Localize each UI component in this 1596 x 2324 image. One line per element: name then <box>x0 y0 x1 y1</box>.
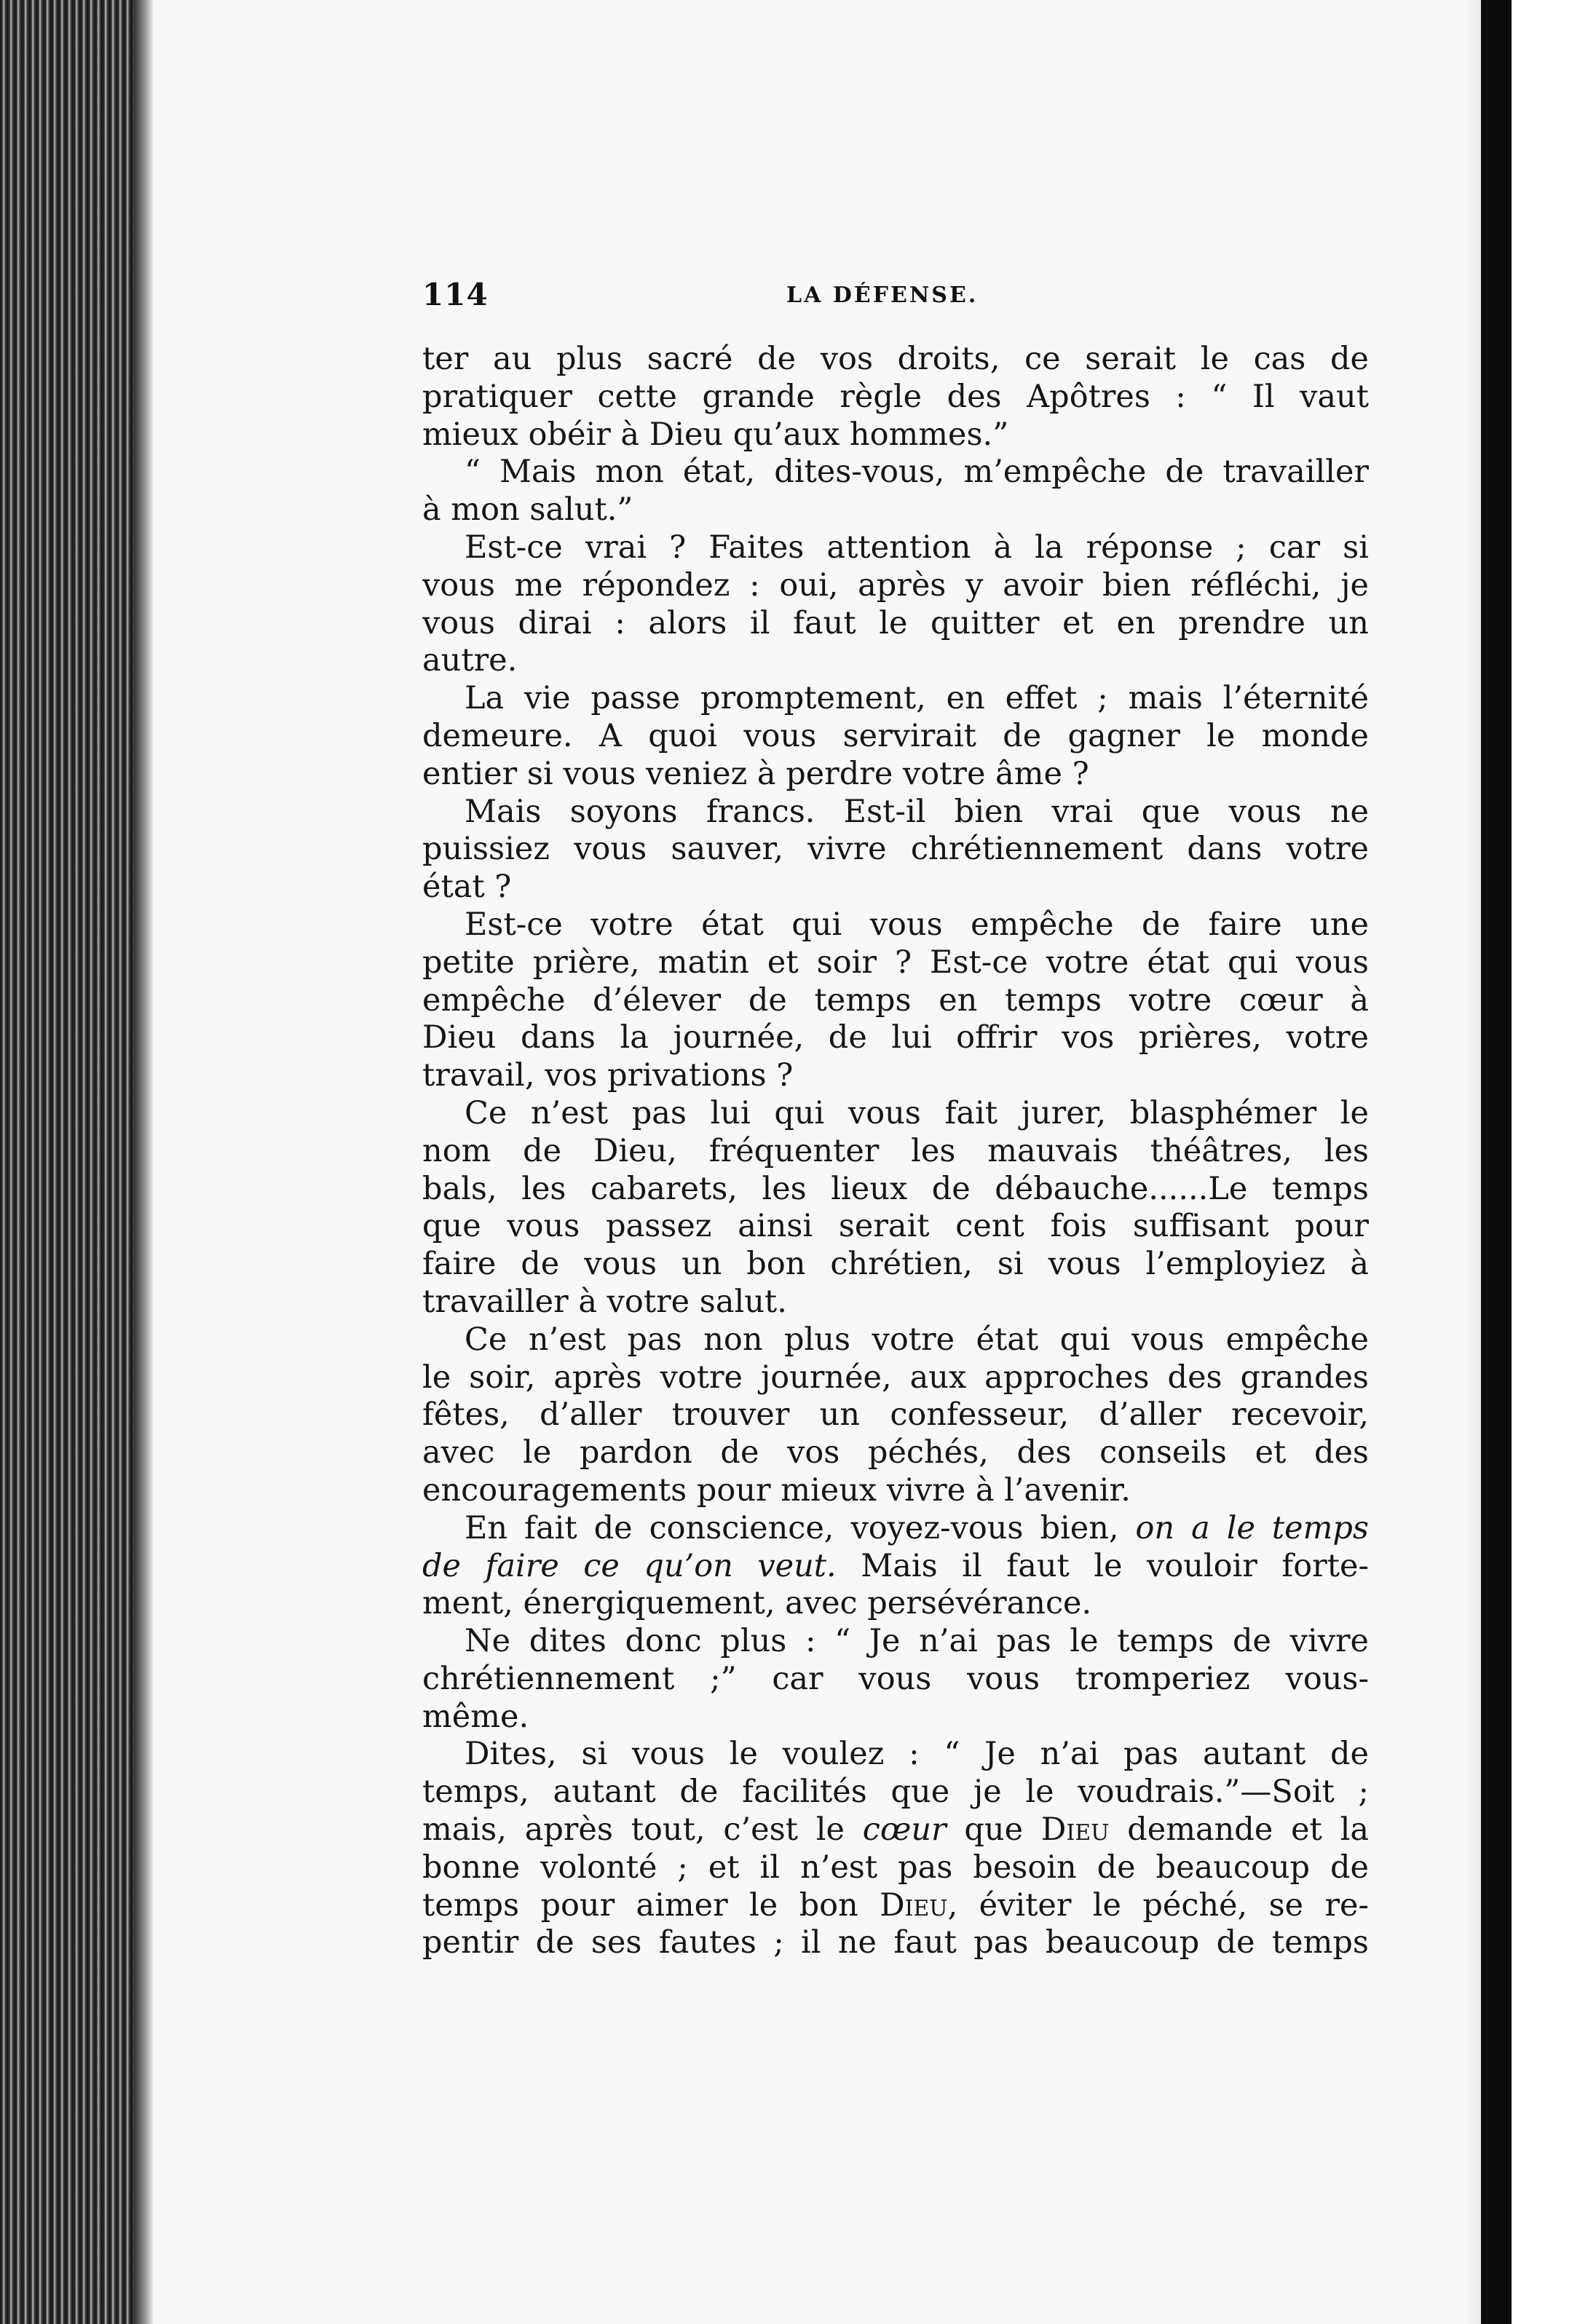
running-head <box>422 277 1369 320</box>
text-line <box>422 1095 1369 1133</box>
text-line <box>422 1736 1369 1774</box>
running-title: LA DÉFENSE. <box>786 282 979 308</box>
text-line <box>422 1510 1369 1548</box>
text-segment: travailler à votre salut. <box>422 1283 787 1320</box>
text-segment: à mon salut.” <box>422 491 633 529</box>
text-line <box>422 1434 1369 1472</box>
text-line <box>422 1548 1369 1586</box>
text-segment: que <box>946 1811 1041 1849</box>
text-line <box>422 869 1369 906</box>
text-line <box>422 642 1369 680</box>
text-segment: Ne dites donc plus : “ Je n’ai pas le temps de vivre <box>465 1623 1369 1660</box>
text-line <box>422 831 1369 869</box>
text-segment: demande et la <box>1109 1811 1369 1849</box>
text-line <box>422 794 1369 831</box>
text-line <box>422 1396 1369 1434</box>
text-segment: empêche d’élever de temps en temps votre cœur à <box>422 981 1369 1019</box>
text-segment: Ce n’est pas non plus votre état qui vous empêche <box>465 1321 1369 1358</box>
text-line <box>422 379 1369 416</box>
text-segment: petite prière, matin et soir ? Est-ce votre état qui vous <box>422 944 1369 981</box>
text-segment: vous dirai : alors il faut le quitter et en prendre un <box>422 604 1369 641</box>
text-line <box>422 1057 1369 1095</box>
text-segment: Mais il faut le vouloir forte- <box>836 1547 1369 1584</box>
text-segment: bals, les cabarets, les lieux de débauche......Le temps <box>422 1170 1369 1207</box>
text-segment: “ Mais mon état, dites-vous, m’empêche de travailler <box>465 454 1369 491</box>
text-segment: travail, vos privations ? <box>422 1057 794 1094</box>
text-line <box>422 491 1369 529</box>
text-line <box>422 1774 1369 1811</box>
text-line <box>422 982 1369 1020</box>
text-segment: En fait de conscience, voyez-vous bien, <box>465 1509 1136 1546</box>
body-text <box>422 341 1369 1962</box>
text-segment: chrétiennement ;” car vous vous tromperiez vous- <box>422 1660 1369 1697</box>
italic-text: de faire ce qu’on veut. <box>422 1547 837 1584</box>
book-edge-left <box>0 0 153 2324</box>
text-segment: même. <box>422 1698 529 1735</box>
text-line <box>422 1585 1369 1623</box>
text-line <box>422 1019 1369 1057</box>
text-segment: Est-ce votre état qui vous empêche de faire une <box>465 906 1369 943</box>
text-segment: bonne volonté ; et il n’est pas besoin de beaucoup de <box>422 1849 1369 1886</box>
text-line <box>422 1623 1369 1661</box>
text-segment: demeure. A quoi vous servirait de gagner le monde <box>422 717 1369 754</box>
text-line <box>422 567 1369 605</box>
text-line <box>422 1699 1369 1736</box>
text-line <box>422 718 1369 756</box>
text-line <box>422 1924 1369 1962</box>
text-segment: avec le pardon de vos péchés, des conseils et des <box>422 1434 1369 1471</box>
text-segment: temps, autant de facilités que je le voudrais.”—Soit ; <box>422 1774 1369 1811</box>
text-line <box>422 1359 1369 1397</box>
text-line <box>422 944 1369 982</box>
text-line <box>422 1661 1369 1699</box>
text-line <box>422 1472 1369 1510</box>
text-segment: Dites, si vous le voulez : “ Je n’ai pas autant de <box>465 1736 1369 1773</box>
italic-text: on a le temps <box>1135 1509 1369 1546</box>
text-segment: que vous passez ainsi serait cent fois suffisant pour <box>422 1208 1369 1245</box>
text-line <box>422 1849 1369 1887</box>
text-segment: La vie passe promptement, en effet ; mais l’éternité <box>465 680 1369 717</box>
text-line <box>422 1811 1369 1849</box>
text-segment: nom de Dieu, fréquenter les mauvais théâtres, les <box>422 1132 1369 1169</box>
text-line <box>422 341 1369 379</box>
text-segment: ment, énergiquement, avec persévérance. <box>422 1585 1092 1622</box>
text-line <box>422 1246 1369 1284</box>
text-line <box>422 416 1369 454</box>
text-line <box>422 1284 1369 1321</box>
text-segment: pentir de ses fautes ; il ne faut pas beaucoup de temps <box>422 1924 1369 1961</box>
text-line <box>422 756 1369 794</box>
text-segment: fêtes, d’aller trouver un confesseur, d’aller recevoir, <box>422 1396 1369 1434</box>
text-segment: puissiez vous sauver, vivre chrétiennement dans votre <box>422 831 1369 868</box>
text-segment: entier si vous veniez à perdre votre âme ? <box>422 755 1089 792</box>
book-edge-right <box>1481 0 1512 2324</box>
text-segment: le soir, après votre journée, aux approches des grandes <box>422 1359 1369 1396</box>
text-segment: ter au plus sacré de vos droits, ce serait le cas de <box>422 341 1369 377</box>
text-segment: , éviter le péché, se re- <box>947 1886 1369 1924</box>
small-caps-text: Dieu <box>880 1886 948 1924</box>
text-line <box>422 1208 1369 1246</box>
text-line <box>422 454 1369 491</box>
text-line <box>422 1133 1369 1171</box>
text-segment: état ? <box>422 869 512 906</box>
small-caps-text: Dieu <box>1040 1811 1110 1849</box>
italic-text: cœur <box>862 1811 947 1849</box>
page-number: 114 <box>422 277 489 312</box>
text-segment: mieux obéir à Dieu qu’aux hommes.” <box>422 416 1009 453</box>
text-line <box>422 1321 1369 1359</box>
text-segment: mais, après tout, c’est le <box>422 1811 863 1849</box>
text-segment: Dieu dans la journée, de lui offrir vos prières, votre <box>422 1019 1369 1056</box>
text-segment: Ce n’est pas lui qui vous fait jurer, blasphémer le <box>465 1094 1369 1131</box>
text-segment: Est-ce vrai ? Faites attention à la réponse ; car si <box>465 529 1369 566</box>
text-segment: pratiquer cette grande règle des Apôtres : “ Il vaut <box>422 378 1369 415</box>
text-line <box>422 680 1369 718</box>
text-line <box>422 605 1369 643</box>
text-line <box>422 1171 1369 1209</box>
text-segment: temps pour aimer le bon <box>422 1886 880 1924</box>
text-line <box>422 1887 1369 1925</box>
text-segment: Mais soyons francs. Est-il bien vrai que vous ne <box>465 793 1369 830</box>
text-segment: encouragements pour mieux vivre à l’avenir. <box>422 1471 1131 1509</box>
text-segment: vous me répondez : oui, après y avoir bien réfléchi, je <box>422 566 1369 604</box>
text-segment: faire de vous un bon chrétien, si vous l’employiez à <box>422 1246 1369 1283</box>
text-line <box>422 529 1369 567</box>
text-line <box>422 906 1369 944</box>
text-segment: autre. <box>422 642 518 679</box>
